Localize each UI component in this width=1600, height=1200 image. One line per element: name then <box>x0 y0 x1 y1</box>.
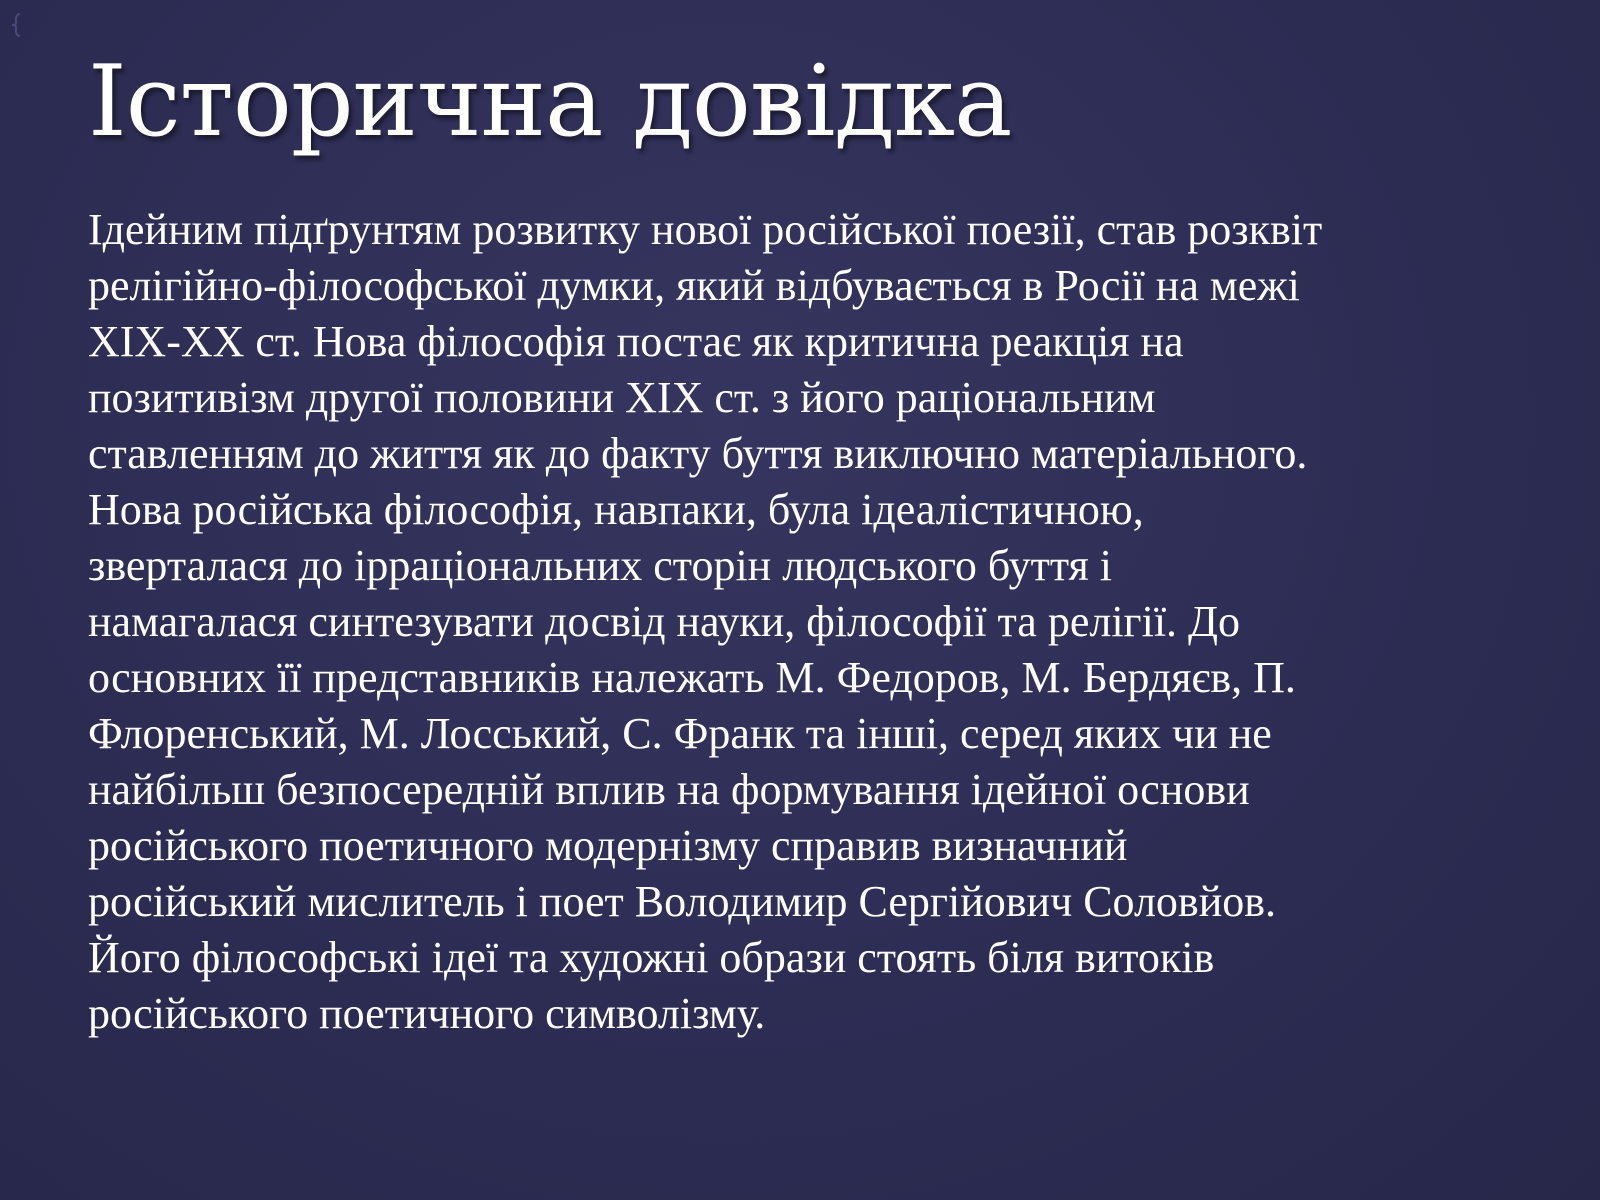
body-line: російського поетичного модернізму справив визначний <box>88 821 1128 870</box>
brace-icon <box>10 12 36 38</box>
body-line: Його філософські ідеї та художні образи стоять біля витоків <box>88 933 1215 982</box>
slide-body <box>88 202 1528 1042</box>
body-line: найбільш безпосередній вплив на формування ідейної основи <box>88 765 1250 814</box>
body-line: позитивізм другої половини ХІХ ст. з його раціональним <box>88 373 1156 422</box>
body-line: релігійно-філософської думки, який відбувається в Росії на межі <box>88 261 1300 310</box>
body-line: російський мислитель і поет Володимир Сергійович Соловйов. <box>88 877 1277 926</box>
body-line: Нова російська філософія, навпаки, була ідеалістичною, <box>88 485 1144 534</box>
slide-title: Історична довідка <box>88 45 1012 159</box>
body-line: основних її представників належать М. Федоров, М. Бердяєв, П. <box>88 653 1296 702</box>
body-line: ХІХ-ХХ ст. Нова філософія постає як критична реакція на <box>88 317 1184 366</box>
body-line: Ідейним підґрунтям розвитку нової російської поезії, став розквіт <box>88 205 1323 254</box>
body-line: Флоренський, М. Лосський, С. Франк та інші, серед яких чи не <box>88 709 1272 758</box>
body-line: ставленням до життя як до факту буття виключно матеріального. <box>88 429 1308 478</box>
body-line: зверталася до ірраціональних сторін людського буття і <box>88 541 1112 590</box>
body-line: намагалася синтезувати досвід науки, філософії та релігії. До <box>88 597 1241 646</box>
body-line: російського поетичного символізму. <box>88 989 766 1038</box>
